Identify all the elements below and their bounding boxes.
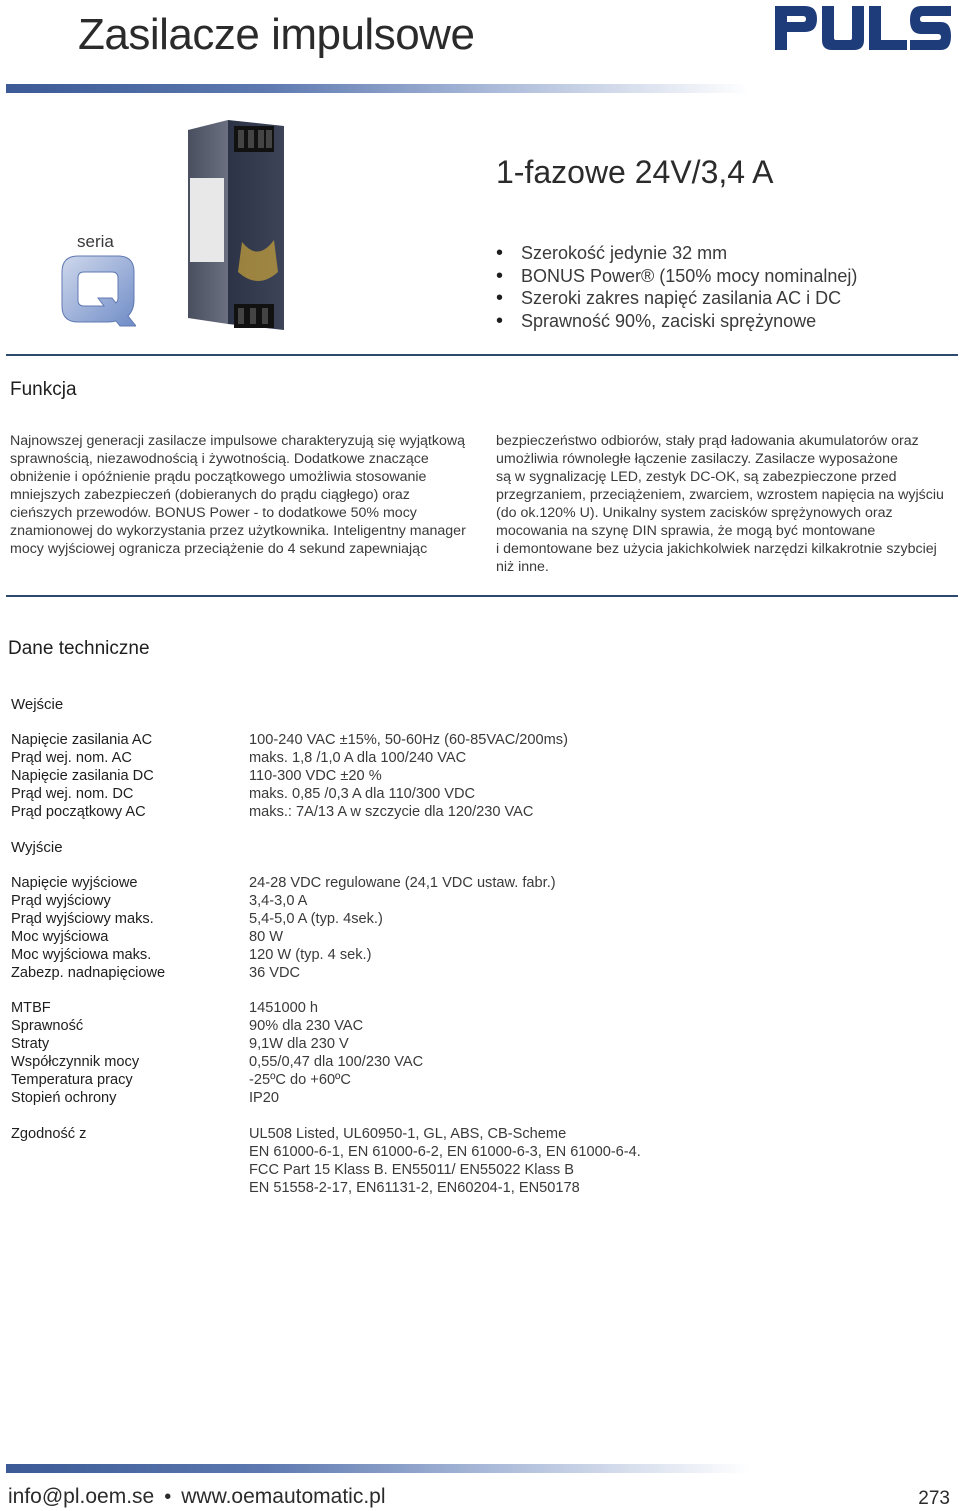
- spec-value: maks. 1,8 /1,0 A dla 100/240 VAC: [249, 750, 467, 766]
- spec-value: 90% dla 230 VAC: [249, 1018, 364, 1034]
- funkcja-heading: Funkcja: [10, 379, 77, 400]
- spec-label: Prąd wej. nom. DC: [11, 786, 134, 802]
- feature-list: [496, 242, 857, 333]
- spec-label: Prąd wyjściowy: [11, 893, 111, 909]
- spec-value: -25ºC do +60ºC: [249, 1072, 351, 1088]
- spec-value: maks.: 7A/13 A w szczycie dla 120/230 VAC: [249, 804, 534, 820]
- compliance-line: EN 51558-2-17, EN61131-2, EN60204-1, EN50178: [249, 1180, 580, 1196]
- spec-label: Moc wyjściowa maks.: [11, 947, 152, 963]
- spec-label: Sprawność: [11, 1018, 84, 1034]
- compliance-label: Zgodność z: [11, 1126, 87, 1142]
- power-supply-image: [178, 112, 294, 334]
- spec-label: Prąd wyjściowy maks.: [11, 911, 154, 927]
- spec-label: Moc wyjściowa: [11, 929, 109, 945]
- spec-value: 9,1W dla 230 V: [249, 1036, 349, 1052]
- section-divider: [6, 354, 958, 356]
- puls-logo: [773, 2, 953, 54]
- compliance-line: UL508 Listed, UL60950-1, GL, ABS, CB-Scheme: [249, 1126, 567, 1142]
- input-group-heading: Wejście: [11, 696, 64, 713]
- spec-row: [11, 785, 711, 803]
- spec-row: [11, 964, 711, 982]
- product-subtitle: 1-fazowe 24V/3,4 A: [496, 154, 774, 190]
- spec-row: [11, 946, 711, 964]
- footer-website[interactable]: www.oemautomatic.pl: [181, 1485, 386, 1508]
- spec-value: 80 W: [249, 929, 284, 945]
- spec-label: Temperatura pracy: [11, 1072, 133, 1088]
- spec-label: Zabezp. nadnapięciowe: [11, 965, 166, 981]
- spec-row: [11, 803, 711, 821]
- feature-item: • Sprawność 90%, zaciski sprężynowe: [496, 310, 857, 333]
- spec-label: Stopień ochrony: [11, 1090, 117, 1106]
- feature-item: • BONUS Power® (150% mocy nominalnej): [496, 265, 857, 288]
- section-divider: [6, 595, 958, 597]
- spec-row: [11, 731, 711, 749]
- spec-label: MTBF: [11, 1000, 51, 1016]
- footer-contact: [8, 1485, 386, 1509]
- spec-value: 36 VDC: [249, 965, 301, 981]
- header-gradient-bar: [6, 84, 750, 93]
- spec-label: Prąd wej. nom. AC: [11, 750, 132, 766]
- general-spec-table: [11, 999, 711, 1107]
- feature-item: • Szeroki zakres napięć zasilania AC i DC: [496, 287, 857, 310]
- compliance-line: EN 61000-6-1, EN 61000-6-2, EN 61000-6-3, EN 61000-6-4.: [249, 1144, 641, 1160]
- page-number: 273: [918, 1488, 950, 1509]
- spec-row: [11, 1071, 711, 1089]
- footer-separator: •: [164, 1486, 172, 1508]
- page-title: Zasilacze impulsowe: [78, 10, 475, 59]
- spec-row: [11, 767, 711, 785]
- spec-label: Prąd początkowy AC: [11, 804, 146, 820]
- spec-label: Napięcie zasilania DC: [11, 768, 154, 784]
- spec-row: [11, 874, 711, 892]
- series-label: seria: [77, 232, 114, 251]
- footer-gradient-bar: [6, 1464, 750, 1473]
- feature-item: • Szerokość jedynie 32 mm: [496, 242, 857, 265]
- output-spec-table: [11, 874, 711, 982]
- dane-techniczne-heading: Dane techniczne: [8, 638, 150, 659]
- spec-row: [11, 1089, 711, 1107]
- compliance-line: FCC Part 15 Klass B. EN55011/ EN55022 Klass B: [249, 1162, 575, 1178]
- spec-row: [11, 1053, 711, 1071]
- funkcja-text-right: bezpieczeństwo odbiorów, stały prąd ładowania akumulatorów oraz umożliwia równoległe łączenie zasilaczy. Zasilacze wyposażone są w sygnalizację LED, zestyk DC-OK, są zabezpieczone przed przegrzaniem, przeciążeniem, zwarciem, wzrostem napięcia na wyjściu (do ok.120% U). Unikalny system zacisków sprężynowych oraz mocowania na szynę DIN sprawia, że mogą być montowane i demontowane bez użycia jakichkolwiek narzędzi kilkakrotnie szybciej niż inne.: [496, 433, 944, 575]
- spec-row: [11, 1035, 711, 1053]
- spec-value: IP20: [249, 1090, 280, 1106]
- spec-row: [11, 749, 711, 767]
- spec-row: [11, 1017, 711, 1035]
- footer-email[interactable]: info@pl.oem.se: [8, 1485, 155, 1508]
- spec-value: 5,4-5,0 A (typ. 4sek.): [249, 911, 383, 927]
- spec-value: 1451000 h: [249, 1000, 318, 1016]
- spec-row: [11, 999, 711, 1017]
- funkcja-text-left: Najnowszej generacji zasilacze impulsowe charakteryzują się wyjątkową sprawnością, niezawodnością i żywotnością. Dodatkowe znaczące obniżenie i opóźnienie prądu początkowego umożliwia stosowanie mniejszych zabezpieczeń (dobieranych do prądu ciągłego) oraz cieńszych przewodów. BONUS Power - to dodatkowe 50% mocy znamionowej do wykorzystania przez użytkownika. Inteligentny manager mocy wyjściowej ogranicza przeciążenie do 4 sekund zapewniając: [10, 433, 466, 557]
- input-spec-table: [11, 731, 711, 821]
- spec-label: Napięcie zasilania AC: [11, 732, 153, 748]
- compliance-list: [249, 1125, 641, 1197]
- spec-value: maks. 0,85 /0,3 A dla 110/300 VDC: [249, 786, 476, 802]
- spec-label: Współczynnik mocy: [11, 1054, 140, 1070]
- spec-label: Straty: [11, 1036, 50, 1052]
- spec-label: Napięcie wyjściowe: [11, 875, 138, 891]
- q-series-logo: [60, 254, 136, 328]
- spec-row: [11, 892, 711, 910]
- spec-row: [11, 928, 711, 946]
- spec-value: 0,55/0,47 dla 100/230 VAC: [249, 1054, 424, 1070]
- spec-value: 3,4-3,0 A: [249, 893, 308, 909]
- spec-value: 100-240 VAC ±15%, 50-60Hz (60-85VAC/200ms): [249, 732, 568, 748]
- spec-row: [11, 910, 711, 928]
- spec-value: 120 W (typ. 4 sek.): [249, 947, 372, 963]
- output-group-heading: Wyjście: [11, 839, 63, 856]
- spec-value: 24-28 VDC regulowane (24,1 VDC ustaw. fabr.): [249, 875, 556, 891]
- spec-value: 110-300 VDC ±20 %: [249, 768, 382, 784]
